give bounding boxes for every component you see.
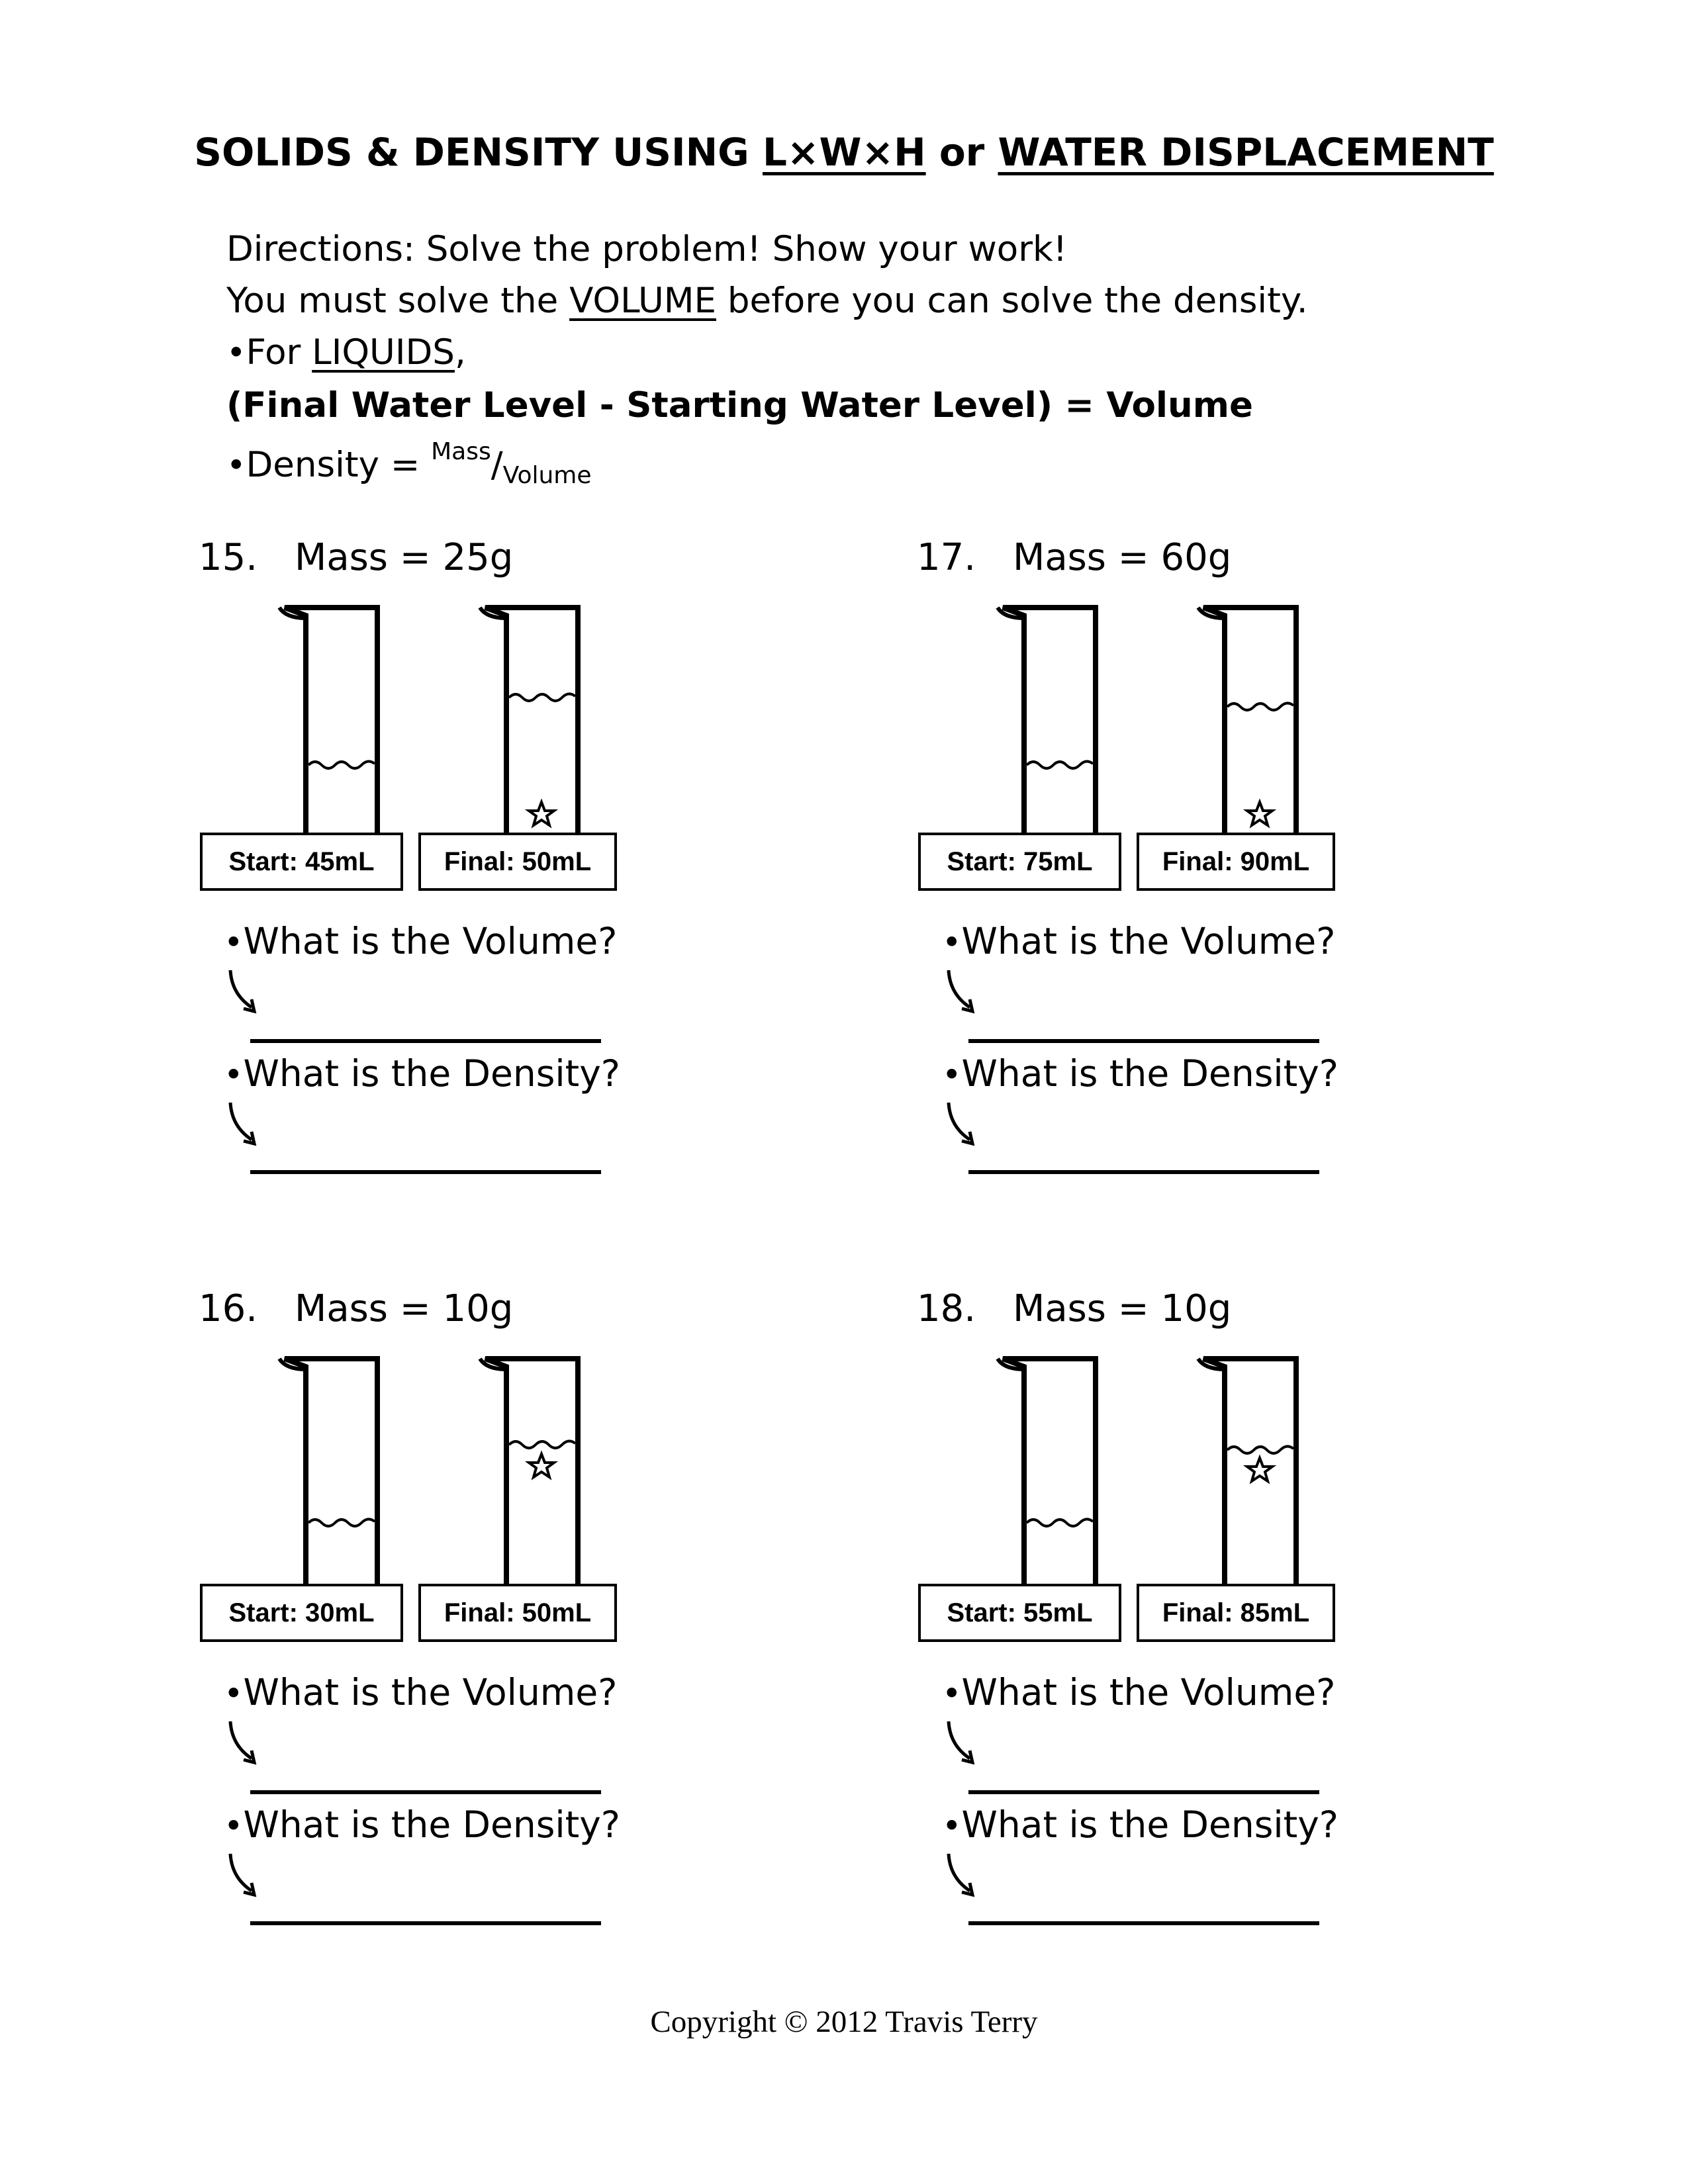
volume-answer-line[interactable] [968, 1790, 1319, 1794]
problem-title [199, 536, 513, 579]
star-object-icon [1247, 1458, 1272, 1481]
graduated-cylinder-final [1158, 602, 1317, 867]
liquids-emphasis: LIQUIDS [312, 332, 455, 373]
problem-17 [917, 536, 1513, 1231]
star-object-icon [529, 802, 554, 825]
problem-mass: Mass = 10g [1013, 1287, 1232, 1330]
volume-answer-line[interactable] [250, 1039, 601, 1043]
graduated-cylinder-final [440, 1353, 599, 1618]
volume-answer-line[interactable] [968, 1039, 1319, 1043]
volume-emphasis: VOLUME [569, 281, 717, 321]
density-volume: Volume [502, 462, 592, 489]
problem-15 [199, 536, 794, 1231]
volume-question: •What is the Volume? [942, 920, 1336, 962]
density-answer-line[interactable] [250, 1170, 601, 1174]
volume-answer-line[interactable] [250, 1790, 601, 1794]
arrow-icon [225, 1100, 265, 1160]
problem-title [917, 1287, 1231, 1330]
arrow-icon [943, 968, 983, 1027]
final-level-label: Final: 50mL [418, 1584, 617, 1642]
density-question: •What is the Density? [942, 1052, 1338, 1095]
density-question: •What is the Density? [224, 1803, 620, 1846]
final-level-label: Final: 90mL [1137, 833, 1335, 891]
graduated-cylinder-start [958, 602, 1117, 867]
bullet: • [226, 334, 246, 372]
problem-18 [917, 1287, 1513, 1982]
page-title [0, 130, 1688, 175]
directions-line-1: Directions: Solve the problem! Show your work! [226, 229, 1067, 269]
title-lwh: L×W×H [762, 130, 926, 175]
arrow-icon [943, 1719, 983, 1778]
arrow-icon [225, 1851, 265, 1911]
star-object-icon [529, 1454, 554, 1477]
density-formula: •Density = $^{Mass}/_{Volume}$ [226, 438, 592, 489]
graduated-cylinder-final [440, 602, 599, 867]
volume-question: •What is the Volume? [224, 1671, 618, 1713]
problem-mass: Mass = 10g [295, 1287, 514, 1330]
title-water-displacement: WATER DISPLACEMENT [998, 130, 1494, 175]
density-answer-line[interactable] [968, 1921, 1319, 1925]
graduated-cylinder-final [1158, 1353, 1317, 1618]
arrow-icon [943, 1851, 983, 1911]
start-level-label: Start: 30mL [200, 1584, 403, 1642]
problem-number: 17. [917, 536, 976, 579]
problem-mass: Mass = 25g [295, 536, 514, 579]
problem-number: 16. [199, 1287, 258, 1330]
copyright-notice: Copyright © 2012 Travis Terry [650, 2005, 1038, 2039]
volume-formula: (Final Water Level - Starting Water Level) = Volume [226, 385, 1253, 426]
title-prefix: SOLIDS & DENSITY USING [194, 130, 763, 175]
title-or: or [925, 130, 998, 175]
problem-title [917, 536, 1231, 579]
start-level-label: Start: 75mL [918, 833, 1121, 891]
start-level-label: Start: 55mL [918, 1584, 1121, 1642]
problem-16 [199, 1287, 794, 1982]
arrow-icon [943, 1100, 983, 1160]
density-mass: Mass [431, 438, 491, 465]
problem-title [199, 1287, 513, 1330]
graduated-cylinder-start [240, 602, 399, 867]
final-level-label: Final: 85mL [1137, 1584, 1335, 1642]
density-question: •What is the Density? [224, 1052, 620, 1095]
density-question: •What is the Density? [942, 1803, 1338, 1846]
volume-question: •What is the Volume? [224, 920, 618, 962]
start-level-label: Start: 45mL [200, 833, 403, 891]
graduated-cylinder-start [958, 1353, 1117, 1618]
star-object-icon [1247, 802, 1272, 825]
problem-number: 18. [917, 1287, 976, 1330]
problem-mass: Mass = 60g [1013, 536, 1232, 579]
directions-liquids: •For LIQUIDS, [226, 332, 466, 373]
arrow-icon [225, 968, 265, 1027]
density-answer-line[interactable] [250, 1921, 601, 1925]
final-level-label: Final: 50mL [418, 833, 617, 891]
density-answer-line[interactable] [968, 1170, 1319, 1174]
volume-question: •What is the Volume? [942, 1671, 1336, 1713]
problem-number: 15. [199, 536, 258, 579]
graduated-cylinder-start [240, 1353, 399, 1618]
arrow-icon [225, 1719, 265, 1778]
bullet: • [226, 446, 246, 484]
directions-line-2: You must solve the VOLUME before you can solve the density. [226, 281, 1308, 321]
